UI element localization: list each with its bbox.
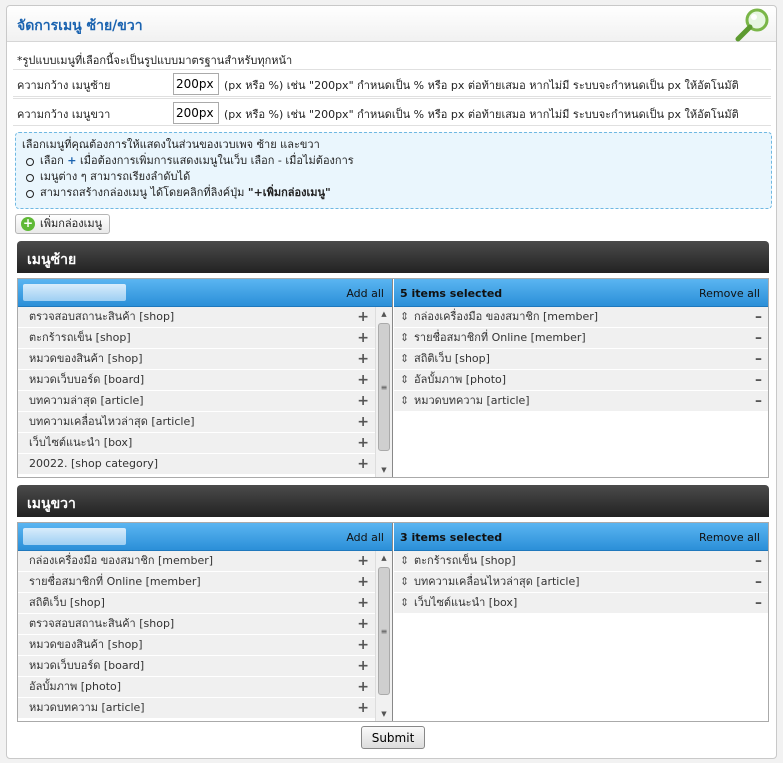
- selected-menu-item[interactable]: [394, 551, 768, 572]
- add-menu-box-button[interactable]: [15, 214, 110, 234]
- available-menu-item[interactable]: [18, 328, 375, 349]
- available-menu-item[interactable]: [18, 307, 375, 328]
- add-item-icon[interactable]: +: [357, 637, 369, 653]
- available-menu-item[interactable]: [18, 593, 375, 614]
- menu-item-label: บทความเคลื่อนไหวล่าสุด [article]: [414, 575, 580, 588]
- add-item-icon[interactable]: +: [357, 616, 369, 632]
- scroll-up-icon[interactable]: ▲: [381, 554, 387, 562]
- menu-item-label: สถิติเว็บ [shop]: [414, 352, 490, 365]
- add-item-icon[interactable]: +: [357, 393, 369, 409]
- menu-item-label: หมวดเว็บบอร์ด [board]: [29, 373, 145, 386]
- available-menu-item[interactable]: [18, 614, 375, 635]
- panel-header: [7, 6, 776, 42]
- scroll-thumb[interactable]: ≡: [378, 323, 390, 451]
- menu-item-label: เว็บไซต์แนะนำ [box]: [414, 596, 518, 609]
- drag-handle-icon[interactable]: ⇕: [400, 373, 410, 386]
- right-selected-pane: [394, 523, 768, 721]
- add-item-icon[interactable]: +: [357, 309, 369, 325]
- right-remove-all-link[interactable]: Remove all: [699, 531, 760, 544]
- submit-button[interactable]: Submit: [361, 726, 425, 749]
- add-item-icon[interactable]: +: [357, 351, 369, 367]
- right-scrollbar[interactable]: [375, 551, 392, 721]
- drag-handle-icon[interactable]: ⇕: [400, 554, 410, 567]
- add-item-icon[interactable]: +: [357, 679, 369, 695]
- drag-handle-icon[interactable]: ⇕: [400, 596, 410, 609]
- available-menu-item[interactable]: [18, 656, 375, 677]
- menu-item-label: อัลบั้มภาพ [photo]: [414, 373, 507, 386]
- right-selected-bar: [394, 523, 768, 551]
- add-item-icon[interactable]: +: [357, 435, 369, 451]
- drag-handle-icon[interactable]: ⇕: [400, 394, 410, 407]
- scroll-up-icon[interactable]: ▲: [381, 310, 387, 318]
- right-width-label: ความกว้าง เมนูขวา: [17, 108, 111, 121]
- add-item-icon[interactable]: +: [357, 595, 369, 611]
- left-width-row: [13, 69, 771, 97]
- left-selected-list: [394, 307, 768, 477]
- menu-item-label: อัลบั้มภาพ [photo]: [29, 680, 122, 693]
- right-width-help: (px หรือ %) เช่น "200px" กำหนดเป็น % หรือ px ต่อท้ายเสมอ หากไม่มี ระบบจะกำหนดเป็น px ให้อัตโนมัติ: [224, 108, 739, 121]
- info-bullet-order: เมนูต่าง ๆ สามารถเรียงลำดับได้: [36, 169, 765, 185]
- available-menu-item[interactable]: [18, 349, 375, 370]
- drag-handle-icon[interactable]: ⇕: [400, 575, 410, 588]
- remove-item-icon[interactable]: –: [755, 372, 762, 388]
- available-menu-item[interactable]: [18, 370, 375, 391]
- selected-menu-item[interactable]: [394, 307, 768, 328]
- right-available-list: [18, 551, 392, 721]
- right-selected-count: 3 items selected: [400, 531, 503, 544]
- info-box: [15, 132, 772, 209]
- left-available-pane: [18, 279, 393, 477]
- menu-item-label: หมวดของสินค้า [shop]: [29, 638, 143, 651]
- remove-item-icon[interactable]: –: [755, 309, 762, 325]
- remove-item-icon[interactable]: –: [755, 574, 762, 590]
- minus-icon: -: [277, 154, 282, 167]
- available-menu-item[interactable]: [18, 391, 375, 412]
- add-item-icon[interactable]: +: [357, 372, 369, 388]
- info-bullet-create: สามารถสร้างกล่องเมนู ได้โดยคลิกที่ลิงค์ปุ่ม "+เพิ่มกล่องเมนู": [36, 185, 765, 201]
- menu-item-label: หมวดบทความ [article]: [29, 701, 145, 714]
- left-selected-pane: [394, 279, 768, 477]
- menu-item-label: บทความล่าสุด [article]: [29, 394, 144, 407]
- menu-item-label: ตะกร้ารถเข็น [shop]: [414, 554, 516, 567]
- left-selected-bar: [394, 279, 768, 307]
- add-menu-box-label: เพิ่มกล่องเมนู: [40, 217, 103, 230]
- available-menu-item[interactable]: [18, 572, 375, 593]
- menu-item-label: บทความเคลื่อนไหวล่าสุด [article]: [29, 415, 195, 428]
- add-item-icon[interactable]: +: [357, 658, 369, 674]
- right-available-bar: [18, 523, 392, 551]
- menu-settings-panel: [6, 5, 777, 759]
- add-item-icon[interactable]: +: [357, 700, 369, 716]
- right-filter-input[interactable]: [23, 528, 126, 545]
- menu-item-label: เว็บไซต์แนะนำ [box]: [29, 436, 133, 449]
- remove-item-icon[interactable]: –: [755, 351, 762, 367]
- menu-item-label: กล่องเครื่องมือ ของสมาชิก [member]: [29, 554, 214, 567]
- left-scrollbar[interactable]: [375, 307, 392, 477]
- menu-item-label: หมวดบทความ [article]: [414, 394, 530, 407]
- left-width-label: ความกว้าง เมนูซ้าย: [17, 79, 111, 92]
- left-menu-multiselect: [17, 278, 769, 478]
- drag-handle-icon[interactable]: ⇕: [400, 352, 410, 365]
- selected-menu-item[interactable]: [394, 349, 768, 370]
- selected-menu-item[interactable]: [394, 370, 768, 391]
- menu-item-label: ตะกร้ารถเข็น [shop]: [29, 331, 131, 344]
- menu-item-label: หมวดของสินค้า [shop]: [29, 352, 143, 365]
- menu-item-label: กล่องเครื่องมือ ของสมาชิก [member]: [414, 310, 599, 323]
- add-item-icon[interactable]: +: [357, 414, 369, 430]
- plus-icon: +: [67, 154, 77, 167]
- magnifier-icon[interactable]: [732, 6, 772, 44]
- available-menu-item[interactable]: [18, 412, 375, 433]
- page-title: จัดการเมนู ซ้าย/ขวา: [17, 18, 143, 34]
- right-available-pane: [18, 523, 393, 721]
- available-menu-item[interactable]: [18, 635, 375, 656]
- drag-handle-icon[interactable]: ⇕: [400, 310, 410, 323]
- remove-item-icon[interactable]: –: [755, 595, 762, 611]
- right-menu-multiselect: [17, 522, 769, 722]
- drag-handle-icon[interactable]: ⇕: [400, 331, 410, 344]
- add-item-icon[interactable]: +: [357, 553, 369, 569]
- left-width-input[interactable]: [173, 73, 219, 95]
- remove-item-icon[interactable]: –: [755, 330, 762, 346]
- available-menu-item[interactable]: [18, 698, 375, 719]
- menu-item-label: หมวดเว็บบอร์ด [board]: [29, 659, 145, 672]
- selected-menu-item[interactable]: [394, 572, 768, 593]
- selected-menu-item[interactable]: [394, 391, 768, 412]
- add-item-icon[interactable]: +: [357, 456, 369, 472]
- default-note: *รูปแบบเมนูที่เลือกนี้จะเป็นรูปแบบมาตรฐานสำหรับทุกหน้า: [17, 54, 293, 67]
- remove-item-icon[interactable]: –: [755, 553, 762, 569]
- info-line: เลือกเมนูที่คุณต้องการให้แสดงในส่วนของเวบเพจ ซ้าย และขวา: [22, 138, 320, 151]
- right-selected-list: [394, 551, 768, 721]
- selected-menu-item[interactable]: [394, 328, 768, 349]
- menu-item-label: รายชื่อสมาชิกที่ Online [member]: [414, 331, 586, 344]
- menu-item-label: ตรวจสอบสถานะสินค้า [shop]: [29, 310, 175, 323]
- right-width-input[interactable]: [173, 102, 219, 124]
- menu-item-label: รายชื่อสมาชิกที่ Online [member]: [29, 575, 201, 588]
- left-filter-input[interactable]: [23, 284, 126, 301]
- available-menu-item[interactable]: [18, 433, 375, 454]
- right-add-all-link[interactable]: Add all: [346, 531, 384, 544]
- left-remove-all-link[interactable]: Remove all: [699, 287, 760, 300]
- info-bullet-select: เลือก + เมื่อต้องการเพิ่มการแสดงเมนูในเว็บ เลือก - เมื่อไม่ต้องการ: [36, 153, 765, 169]
- menu-item-label: สถิติเว็บ [shop]: [29, 596, 105, 609]
- scroll-down-icon[interactable]: ▼: [381, 710, 387, 718]
- left-available-list: [18, 307, 392, 477]
- scroll-down-icon[interactable]: ▼: [381, 466, 387, 474]
- add-circle-icon: +: [22, 216, 34, 230]
- available-menu-item[interactable]: [18, 677, 375, 698]
- remove-item-icon[interactable]: –: [755, 393, 762, 409]
- add-item-icon[interactable]: +: [357, 330, 369, 346]
- menu-item-label: 20022. [shop category]: [29, 457, 159, 470]
- selected-menu-item[interactable]: [394, 593, 768, 614]
- available-menu-item[interactable]: [18, 454, 375, 475]
- left-add-all-link[interactable]: Add all: [346, 287, 384, 300]
- left-available-bar: [18, 279, 392, 307]
- menu-item-label: ตรวจสอบสถานะสินค้า [shop]: [29, 617, 175, 630]
- scroll-thumb[interactable]: ≡: [378, 567, 390, 695]
- add-item-icon[interactable]: +: [357, 574, 369, 590]
- left-width-help: (px หรือ %) เช่น "200px" กำหนดเป็น % หรือ px ต่อท้ายเสมอ หากไม่มี ระบบจะกำหนดเป็น px ให้อัตโนมัติ: [224, 79, 739, 92]
- right-width-row: [13, 98, 771, 126]
- left-selected-count: 5 items selected: [400, 287, 503, 300]
- left-menu-header: เมนูซ้าย: [17, 241, 769, 273]
- right-menu-header: เมนูขวา: [17, 485, 769, 517]
- available-menu-item[interactable]: [18, 551, 375, 572]
